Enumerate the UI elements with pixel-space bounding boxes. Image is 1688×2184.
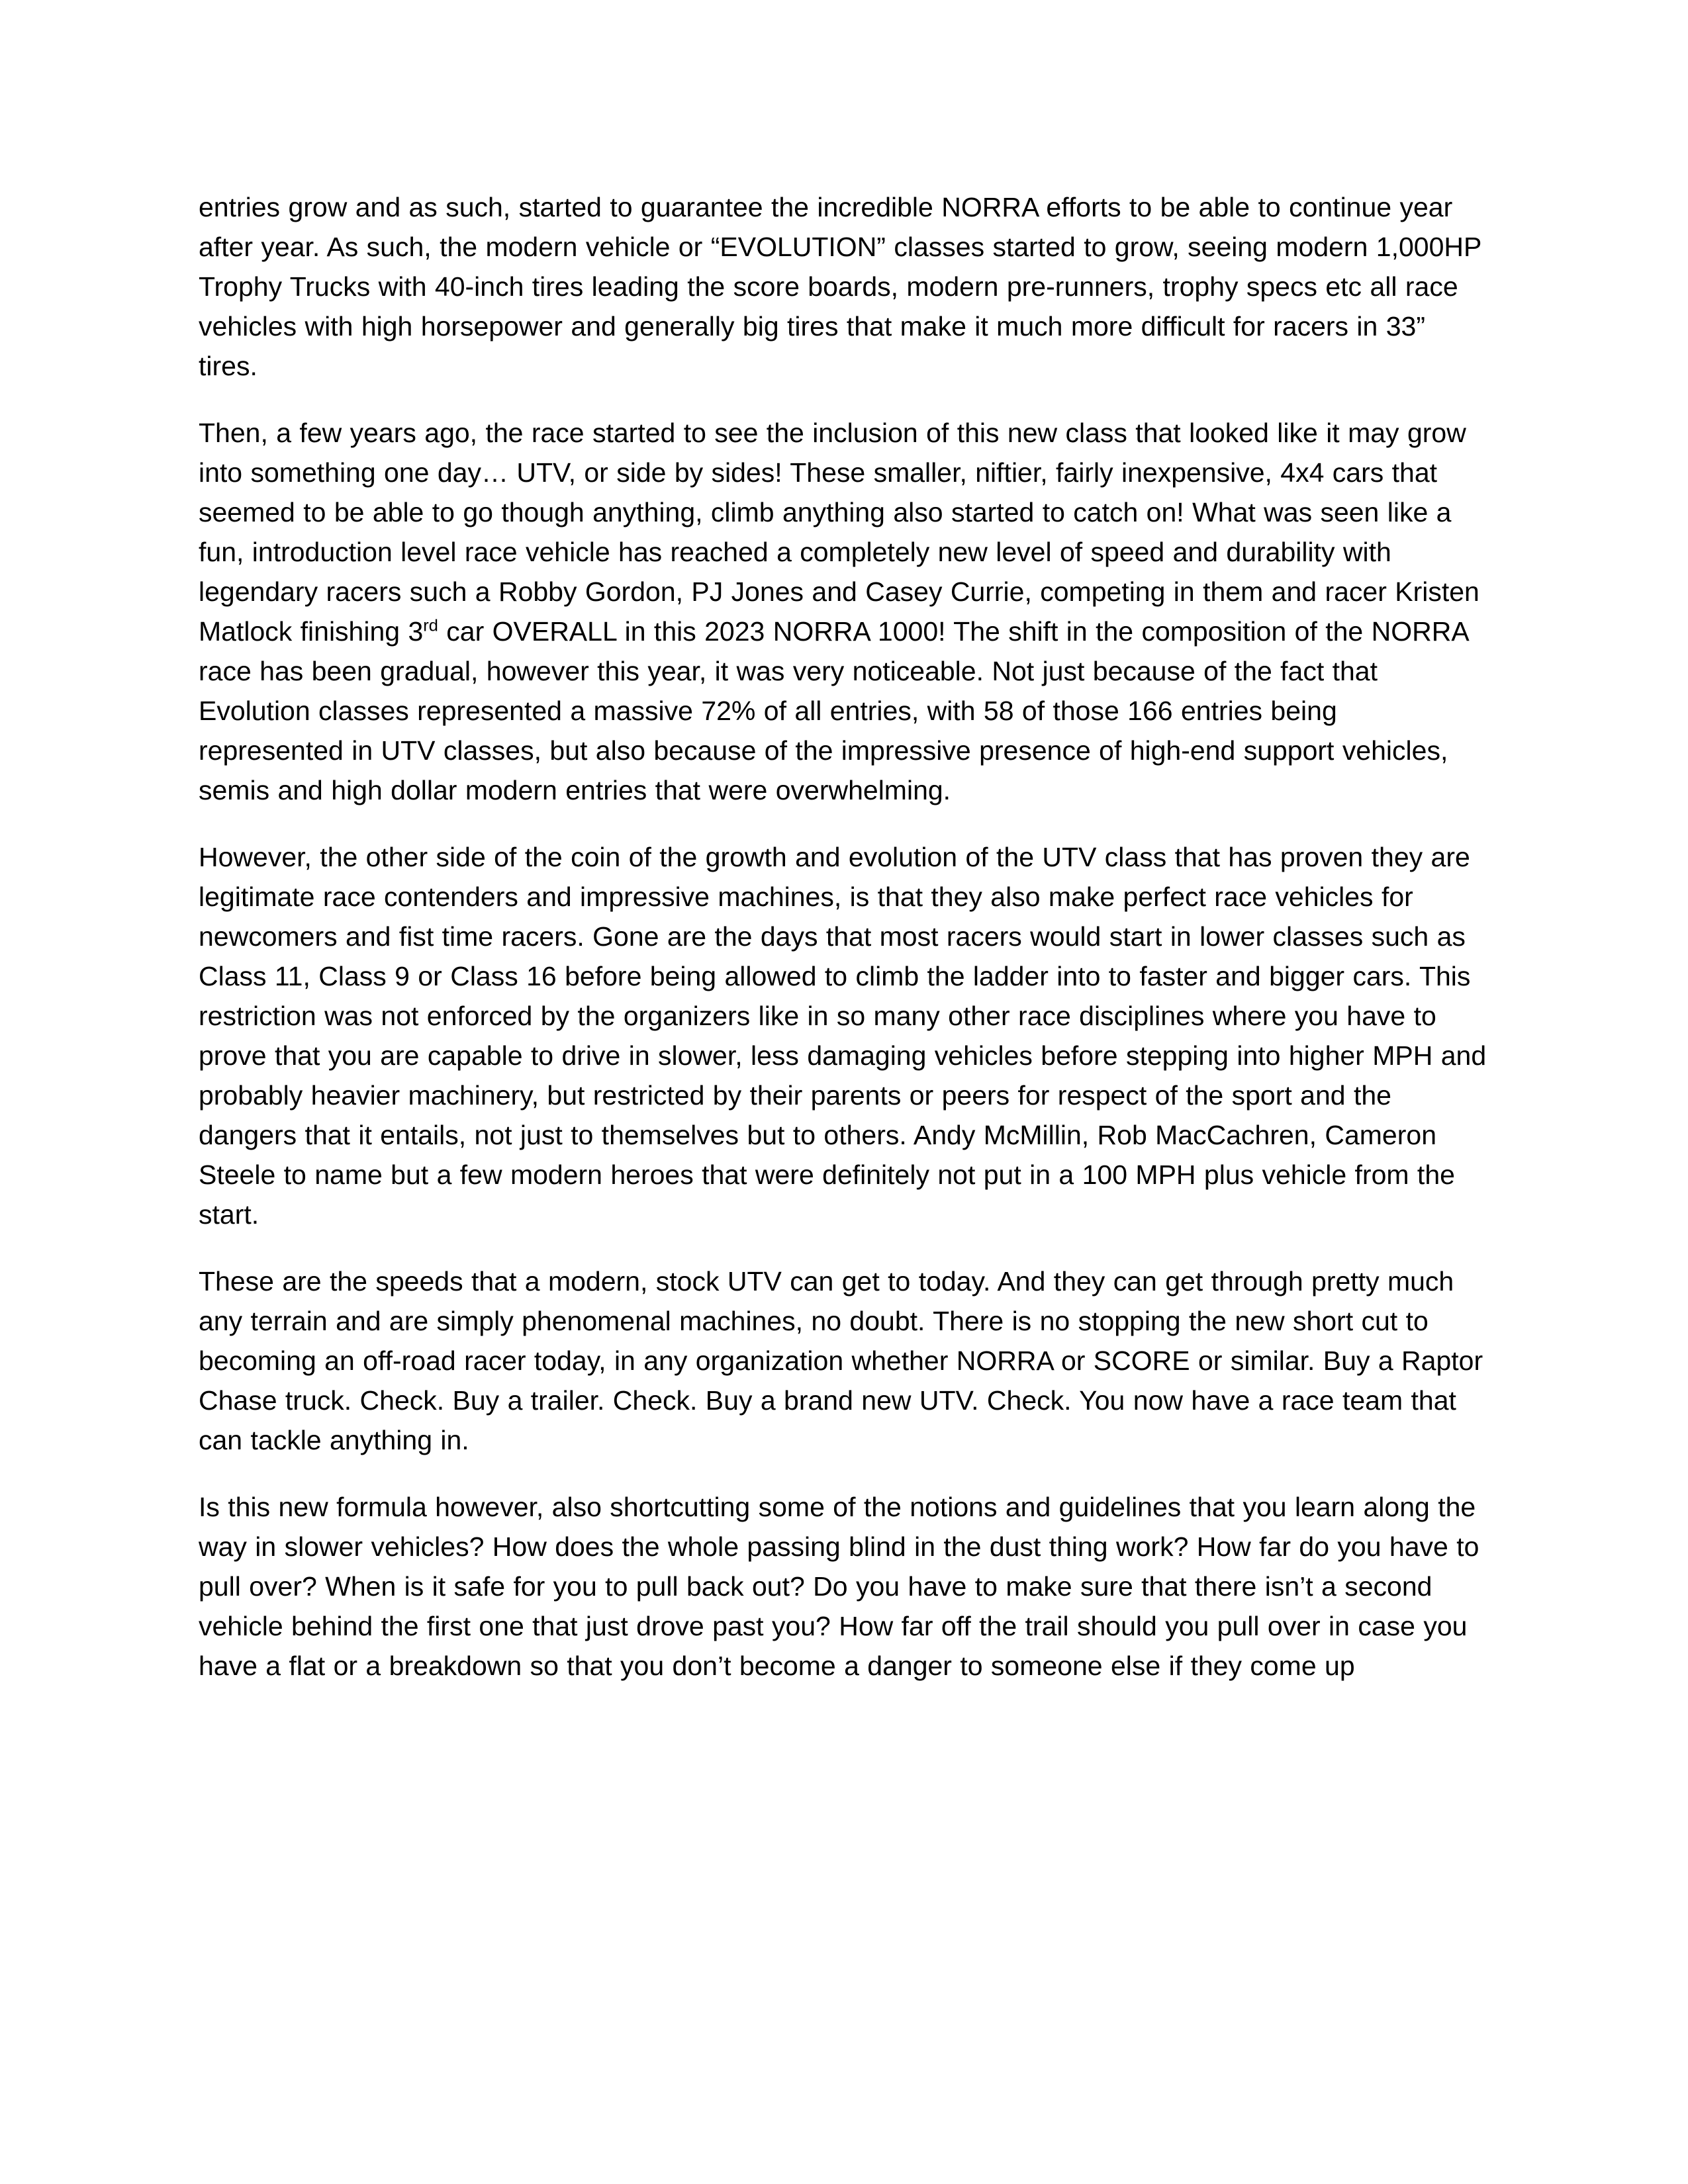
paragraph-2-text-after-superscript: car OVERALL in this 2023 NORRA 1000! The shift in the composition of the NORRA race has been gradual, however this year, it was very noticeable. Not just because of the fact that Evolution classes represented a massive 72% of all entries, with 58 of those 166 entries being represented in UTV classes, but also because of the impressive presence of high-end support vehicles, semis and high dollar modern entries that were overwhelming.: [199, 616, 1468, 805]
paragraph-1: [199, 187, 1489, 386]
ordinal-superscript: rd: [423, 616, 438, 635]
paragraph-5: [199, 1487, 1489, 1686]
document-body-text: [199, 187, 1489, 1713]
paragraph-4: [199, 1261, 1489, 1460]
paragraph-2-text-before-superscript: Then, a few years ago, the race started to see the inclusion of this new class that looked like it may grow into something one day… UTV, or side by sides! These smaller, niftier, fairly inexpensive, 4x4 cars that seemed to be able to go though anything, climb anything also started to catch on! What was seen like a fun, introduction level race vehicle has reached a completely new level of speed and durability with legendary racers such a Robby Gordon, PJ Jones and Casey Currie, competing in them and racer Kristen Matlock finishing 3: [199, 418, 1479, 647]
paragraph-4-text: These are the speeds that a modern, stock UTV can get to today. And they can get through pretty much any terrain and are simply phenomenal machines, no doubt. There is no stopping the new short cut to becoming an off-road racer today, in any organization whether NORRA or SCORE or similar. Buy a Raptor Chase truck. Check. Buy a trailer. Check. Buy a brand new UTV. Check. You now have a race team that can tackle anything in.: [199, 1266, 1483, 1455]
paragraph-3: [199, 837, 1489, 1234]
paragraph-3-text: However, the other side of the coin of the growth and evolution of the UTV class that has proven they are legitimate race contenders and impressive machines, is that they also make perfect race vehicles for newcomers and fist time racers. Gone are the days that most racers would start in lower classes such as Class 11, Class 9 or Class 16 before being allowed to climb the ladder into to faster and bigger cars. This restriction was not enforced by the organizers like in so many other race disciplines where you have to prove that you are capable to drive in slower, less damaging vehicles before stepping into higher MPH and probably heavier machinery, but restricted by their parents or peers for respect of the sport and the dangers that it entails, not just to themselves but to others. Andy McMillin, Rob MacCachren, Cameron Steele to name but a few modern heroes that were definitely not put in a 100 MPH plus vehicle from the start.: [199, 842, 1487, 1230]
paragraph-1-text: entries grow and as such, started to guarantee the incredible NORRA efforts to be able to continue year after year. As such, the modern vehicle or “EVOLUTION” classes started to grow, seeing modern 1,000HP Trophy Trucks with 40-inch tires leading the score boards, modern pre-runners, trophy specs etc all race vehicles with high horsepower and generally big tires that make it much more difficult for racers in 33” tires.: [199, 192, 1481, 381]
paragraph-2: [199, 413, 1489, 810]
paragraph-5-text: Is this new formula however, also shortcutting some of the notions and guidelines that you learn along the way in slower vehicles? How does the whole passing blind in the dust thing work? How far do you have to pull over? When is it safe for you to pull back out? Do you have to make sure that there isn’t a second vehicle behind the first one that just drove past you? How far off the trail should you pull over in case you have a flat or a breakdown so that you don’t become a danger to someone else if they come up: [199, 1492, 1479, 1681]
